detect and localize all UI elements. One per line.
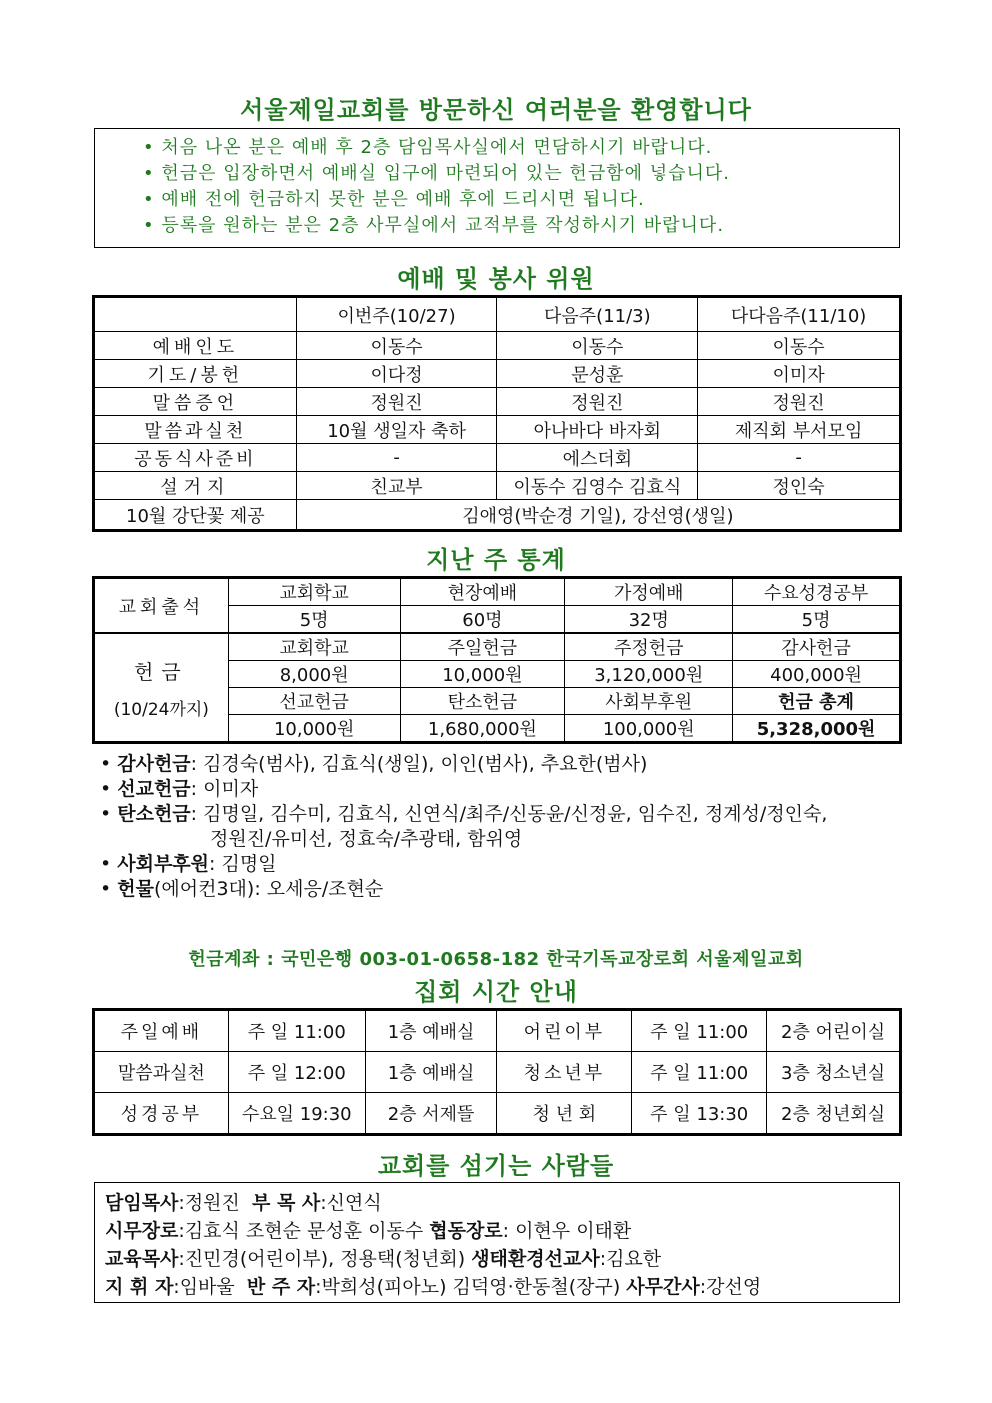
schedule-cell: 주 일 12:00 (228, 1052, 365, 1093)
schedule-table (94, 1010, 900, 1134)
offering-sub: (10/24까지) (113, 699, 209, 720)
staff-line (105, 1273, 889, 1301)
duty-header-cell: 이번주(10/27) (296, 298, 497, 332)
duty-role: 말씀과실천 (95, 416, 297, 444)
offering-label: 헌금 (134, 659, 189, 684)
welcome-list (95, 129, 899, 239)
stat-header: 탄소헌금 (400, 688, 565, 715)
donor-value: : 김명일 (209, 853, 277, 875)
duty-cell: 이동수 (296, 332, 497, 360)
schedule-cell: 성경공부 (95, 1093, 229, 1134)
stat-header: 교회학교 (228, 633, 400, 661)
staff-role: 지 휘 자 (105, 1276, 174, 1298)
list-item: • 감사헌금 : 김경숙(범사), 김효식(생일), 이인(범사), 추요한(범사) (100, 753, 648, 775)
duty-header-cell (95, 298, 297, 332)
duty-cell: 정인숙 (698, 472, 900, 500)
welcome-item: • 헌금은 입장하면서 예배실 입구에 마련되어 있는 헌금함에 넣습니다. (143, 161, 899, 187)
list-item: • 선교헌금 : 이미자 (100, 778, 259, 800)
staff-role: 부 목 사 (251, 1192, 321, 1214)
duty-table (94, 297, 900, 530)
welcome-item: • 등록을 원하는 분은 2층 사무실에서 교적부를 작성하시기 바랍니다. (143, 213, 899, 239)
duty-cell: 아나바다 바자회 (497, 416, 698, 444)
stats-title: 지난 주 통계 (426, 546, 566, 574)
attendance-label: 교회출석 (95, 579, 229, 634)
duty-cell: 정원진 (296, 388, 497, 416)
total-header: 헌금 총계 (733, 688, 900, 715)
donor-value: : 이미자 (190, 778, 259, 800)
schedule-cell: 수요일 19:30 (228, 1093, 365, 1134)
stat-value: 8,000원 (228, 661, 400, 688)
staff-title: 교회를 섬기는 사람들 (377, 1152, 615, 1180)
flower-label: 10월 강단꽃 제공 (95, 500, 297, 530)
donor-value: : 김경숙(범사), 김효식(생일), 이인(범사), 추요한(범사) (190, 753, 648, 775)
table-row (95, 360, 900, 388)
schedule-cell: 주 일 11:00 (632, 1052, 767, 1093)
welcome-box (94, 128, 900, 248)
donor-label: 선교헌금 (117, 778, 191, 800)
duty-cell: 정원진 (698, 388, 900, 416)
welcome-item: • 처음 나온 분은 예배 후 2층 담임목사실에서 면담하시기 바랍니다. (143, 135, 899, 161)
stat-value: 100,000원 (565, 715, 733, 742)
staff-names: : 이현우 이태환 (502, 1220, 632, 1242)
staff-role: 반 주 자 (246, 1276, 316, 1298)
staff-role: 교육목사 (105, 1248, 179, 1270)
table-row (95, 1052, 900, 1093)
donor-label: 탄소헌금 (117, 803, 191, 825)
duty-title: 예배 및 봉사 위원 (397, 265, 595, 293)
duty-role: 예배인도 (95, 332, 297, 360)
stat-header: 가정예배 (565, 579, 733, 606)
stat-value: 60명 (400, 606, 565, 634)
duty-cell: 10월 생일자 축하 (296, 416, 497, 444)
stat-value: 1,680,000원 (400, 715, 565, 742)
duty-cell: 정원진 (497, 388, 698, 416)
stat-value: 10,000원 (228, 715, 400, 742)
stat-value: 32명 (565, 606, 733, 634)
staff-role: 시무장로 (105, 1220, 179, 1242)
table-row (95, 388, 900, 416)
staff-names: :진민경(어린이부), 정용택(청년회) (178, 1248, 472, 1270)
table-row (95, 444, 900, 472)
donor-label: 헌물 (117, 878, 154, 900)
staff-names: :신연식 (320, 1192, 382, 1214)
duty-cell: 제직회 부서모임 (698, 416, 900, 444)
duty-header-cell: 다다음주(11/10) (698, 298, 900, 332)
duty-role: 기도/봉헌 (95, 360, 297, 388)
stat-value: 5명 (228, 606, 400, 634)
staff-role: 협동장로 (429, 1220, 503, 1242)
schedule-cell: 3층 청소년실 (767, 1052, 900, 1093)
offering-label-cell (95, 633, 229, 742)
table-row (95, 472, 900, 500)
duty-cell: 이다정 (296, 360, 497, 388)
table-row (95, 332, 900, 360)
schedule-cell: 1층 예배실 (365, 1052, 497, 1093)
stat-value: 3,120,000원 (565, 661, 733, 688)
schedule-cell: 주 일 13:30 (632, 1093, 767, 1134)
staff-names: :강선영 (699, 1276, 762, 1298)
stat-header: 주일헌금 (400, 633, 565, 661)
staff-role: 생태환경선교사 (471, 1248, 600, 1270)
donor-value: : 김명일, 김수미, 김효식, 신연식/최주/신동윤/신정윤, 임수진, 정계성/정인숙, (190, 803, 828, 825)
schedule-cell: 청 년 회 (497, 1093, 632, 1134)
staff-role: 사무간사 (626, 1276, 700, 1298)
stat-header: 현장예배 (400, 579, 565, 606)
schedule-cell: 1층 예배실 (365, 1011, 497, 1052)
duty-header-row (95, 298, 900, 332)
duty-header-cell: 다음주(11/3) (497, 298, 698, 332)
table-row (95, 500, 900, 530)
duty-cell: 이동수 (497, 332, 698, 360)
total-value: 5,328,000원 (733, 715, 900, 742)
donor-value: : 오세응/조현순 (254, 878, 384, 900)
duty-cell: 이미자 (698, 360, 900, 388)
stat-header: 사회부후원 (565, 688, 733, 715)
duty-role: 말씀증언 (95, 388, 297, 416)
duty-role: 공동식사준비 (95, 444, 297, 472)
staff-names: :정원진 (178, 1192, 246, 1214)
staff-names: :김효식 조현순 문성훈 이동수 (178, 1220, 430, 1242)
stat-header: 감사헌금 (733, 633, 900, 661)
welcome-title: 서울제일교회를 방문하신 여러분을 환영합니다 (240, 96, 752, 124)
duty-cell: 문성훈 (497, 360, 698, 388)
duty-cell: - (698, 444, 900, 472)
stat-header: 선교헌금 (228, 688, 400, 715)
stat-header: 수요성경공부 (733, 579, 900, 606)
donor-label: 사회부후원 (117, 853, 210, 875)
schedule-cell: 말씀과실천 (95, 1052, 229, 1093)
donor-label: 감사헌금 (117, 753, 191, 775)
duty-role: 설거지 (95, 472, 297, 500)
table-row (95, 1093, 900, 1134)
staff-role: 담임목사 (105, 1192, 179, 1214)
stat-value: 10,000원 (400, 661, 565, 688)
staff-line (105, 1245, 889, 1273)
staff-names: :김요한 (599, 1248, 662, 1270)
stat-header: 교회학교 (228, 579, 400, 606)
schedule-cell: 2층 서제뜰 (365, 1093, 497, 1134)
donor-list (100, 752, 920, 902)
staff-box (94, 1182, 900, 1303)
stat-value: 5명 (733, 606, 900, 634)
table-row (95, 416, 900, 444)
stat-header: 주정헌금 (565, 633, 733, 661)
stat-value: 400,000원 (733, 661, 900, 688)
duty-cell: 이동수 (698, 332, 900, 360)
list-item: • 헌물 (에어컨3대) : 오세응/조현순 (100, 878, 384, 900)
donor-value-cont: 정원진/유미선, 정효숙/추광태, 함위영 (210, 828, 523, 850)
schedule-title: 집회 시간 안내 (414, 978, 578, 1006)
list-item: • 탄소헌금 : 김명일, 김수미, 김효식, 신연식/최주/신동윤/신정윤, 임수진, 정계성/정인숙, (100, 803, 828, 825)
staff-line (105, 1189, 889, 1217)
account-info: 헌금계좌 : 국민은행 003-01-0658-182 한국기독교장로회 서울제일교회 (188, 949, 804, 970)
staff-names: :박희성(피아노) 김덕영·한동철(장구) (315, 1276, 627, 1298)
schedule-cell: 2층 어린이실 (767, 1011, 900, 1052)
schedule-cell: 주 일 11:00 (228, 1011, 365, 1052)
duty-cell: 이동수 김영수 김효식 (497, 472, 698, 500)
table-row (95, 1011, 900, 1052)
list-item: • 사회부후원 : 김명일 (100, 853, 277, 875)
stats-table (94, 578, 900, 742)
duty-cell: - (296, 444, 497, 472)
staff-names: :임바울 (173, 1276, 241, 1298)
schedule-cell: 주일예배 (95, 1011, 229, 1052)
schedule-cell: 2층 청년회실 (767, 1093, 900, 1134)
donor-paren: (에어컨3대) (153, 878, 255, 900)
welcome-item: • 예배 전에 헌금하지 못한 분은 예배 후에 드리시면 됩니다. (143, 187, 899, 213)
schedule-cell: 어린이부 (497, 1011, 632, 1052)
duty-cell: 에스더회 (497, 444, 698, 472)
schedule-cell: 청소년부 (497, 1052, 632, 1093)
staff-line (105, 1217, 889, 1245)
flower-value: 김애영(박순경 기일), 강선영(생일) (296, 500, 899, 530)
duty-cell: 친교부 (296, 472, 497, 500)
schedule-cell: 주 일 11:00 (632, 1011, 767, 1052)
